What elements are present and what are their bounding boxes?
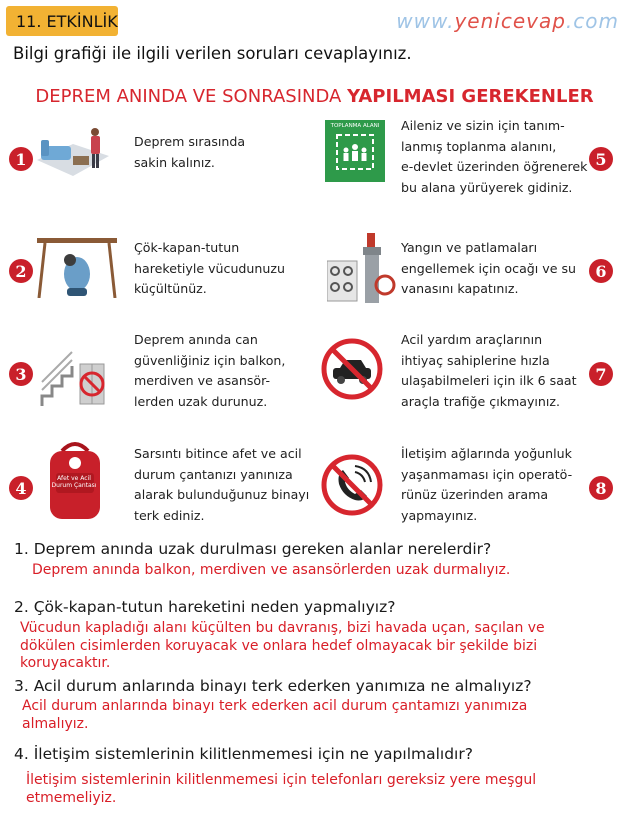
title-normal: DEPREM ANINDA VE SONRASINDA (35, 86, 348, 107)
activity-label: 11. ETKİNLİK (6, 6, 118, 36)
answer-2-line: dökülen cisimlerden koruyacak ve onlara hedef olmayacak bir şekilde bizi (20, 637, 538, 654)
item-4-line: durum çantanızı yanınıza (134, 466, 293, 482)
question-4: 4. İletişim sistemlerinin kilitlenmemesi için ne yapılmalıdır? (14, 745, 473, 763)
item-number-5: 5 (589, 147, 613, 171)
item-8-line: İletişim ağlarında yoğunluk (401, 446, 572, 461)
title-bold: YAPILMASI GEREKENLER (347, 86, 594, 107)
answer-3-line: almalıyız. (22, 715, 89, 732)
item-5-line: Aileniz ve sizin için tanım- (401, 118, 565, 133)
item-text-8 (401, 444, 572, 526)
item-text-2 (134, 238, 285, 300)
item-1-line: Deprem sırasında (134, 134, 246, 149)
answer-1 (32, 562, 510, 580)
item-number-1: 1 (9, 147, 33, 171)
answer-4-line: etmemeliyiz. (26, 789, 117, 806)
item-6-line: Yangın ve patlamaları (401, 240, 538, 255)
item-8-line: yapmayınız. (401, 507, 478, 523)
item-3-line: merdiven ve asansör- (134, 373, 271, 388)
answer-4-line: İletişim sistemlerinin kilitlenmemesi için telefonları gereksiz yere meşgul (26, 772, 537, 788)
item-2-line: hareketiyle vücudunuzu (134, 260, 285, 276)
stairs-elevator-illustration (40, 346, 106, 408)
item-text-1 (134, 132, 245, 173)
item-7-line: araçla trafiğe çıkmayınız. (401, 393, 561, 409)
answer-2-line: Vücudun kapladığı alanı küçülten bu davranış, bizi havada uçan, saçılan ve (20, 620, 545, 636)
item-5-line: bu alana yürüyerek gidiniz. (401, 179, 573, 195)
item-4-line: Sarsıntı bitince afet ve acil (134, 446, 302, 461)
site-name: yenicevap (454, 9, 566, 33)
item-number-7: 7 (589, 362, 613, 386)
drop-cover-hold-illustration (37, 238, 117, 298)
item-2-line: Çök-kapan-tutun (134, 240, 240, 255)
item-8-line: yaşanmaması için operatö- (401, 466, 573, 482)
item-text-7 (401, 330, 577, 412)
item-5-line: lanmış toplanma alanını, (401, 138, 557, 154)
item-number-3: 3 (9, 362, 33, 386)
answer-2-line: koruyacaktır. (20, 655, 111, 671)
site-prefix: www. (396, 9, 455, 33)
item-7-line: ihtiyaç sahiplerine hızla (401, 352, 550, 368)
stove-valve-illustration (327, 233, 399, 303)
item-text-5 (401, 116, 587, 198)
people-group-icon (325, 129, 385, 179)
item-8-line: rünüz üzerinden arama (401, 487, 549, 502)
answer-3-line: Acil durum anlarında binayı terk ederken acil durum çantamızı yanımıza (22, 698, 528, 714)
item-3-line: güvenliğiniz için balkon, (134, 352, 286, 368)
site-watermark (396, 9, 619, 33)
item-text-4 (134, 444, 309, 526)
item-6-line: vanasını kapatınız. (401, 281, 519, 296)
question-2: 2. Çök-kapan-tutun hareketini neden yapmalıyız? (14, 598, 396, 616)
item-3-line: Deprem anında can (134, 332, 258, 347)
infographic-title (0, 86, 629, 107)
question-3: 3. Acil durum anlarında binayı terk ederken yanımıza ne almalıyız? (14, 677, 532, 695)
item-5-line: e-devlet üzerinden öğrenerek (401, 159, 588, 174)
item-4-line: alarak bulunduğunuz binayı (134, 487, 310, 502)
instruction-text: Bilgi grafiği ile ilgili verilen soruları cevaplayınız. (13, 44, 412, 63)
item-number-4: 4 (9, 476, 33, 500)
item-number-6: 6 (589, 259, 613, 283)
item-1-line: sakin kalınız. (134, 154, 215, 170)
site-suffix: .com (565, 9, 619, 33)
item-4-line: terk ediniz. (134, 507, 205, 523)
question-1: 1. Deprem anında uzak durulması gereken alanlar nerelerdir? (14, 540, 492, 558)
item-3-line: lerden uzak durunuz. (134, 393, 268, 409)
item-number-2: 2 (9, 259, 33, 283)
no-phone-call-icon (321, 454, 383, 516)
item-6-line: engellemek için ocağı ve su (401, 260, 577, 276)
item-text-3 (134, 330, 285, 412)
assembly-area-sign (325, 120, 385, 182)
item-text-6 (401, 238, 576, 300)
earthquake-room-illustration (37, 126, 109, 184)
answer-4 (26, 772, 536, 807)
answer-1-line: Deprem anında balkon, merdiven ve asansörlerden uzak durmalıyız. (32, 562, 511, 578)
no-car-icon (321, 338, 383, 400)
item-7-line: ulaşabilmeleri için ilk 6 saat (401, 373, 577, 388)
answer-2 (20, 620, 545, 673)
emergency-bag-label: Afet ve Acil Durum Çantası (51, 475, 97, 489)
assembly-sign-label: TOPLANMA ALANI (330, 123, 380, 129)
answer-3 (22, 698, 527, 733)
item-number-8: 8 (589, 476, 613, 500)
item-2-line: küçültünüz. (134, 281, 207, 296)
item-7-line: Acil yardım araçlarının (401, 332, 543, 347)
